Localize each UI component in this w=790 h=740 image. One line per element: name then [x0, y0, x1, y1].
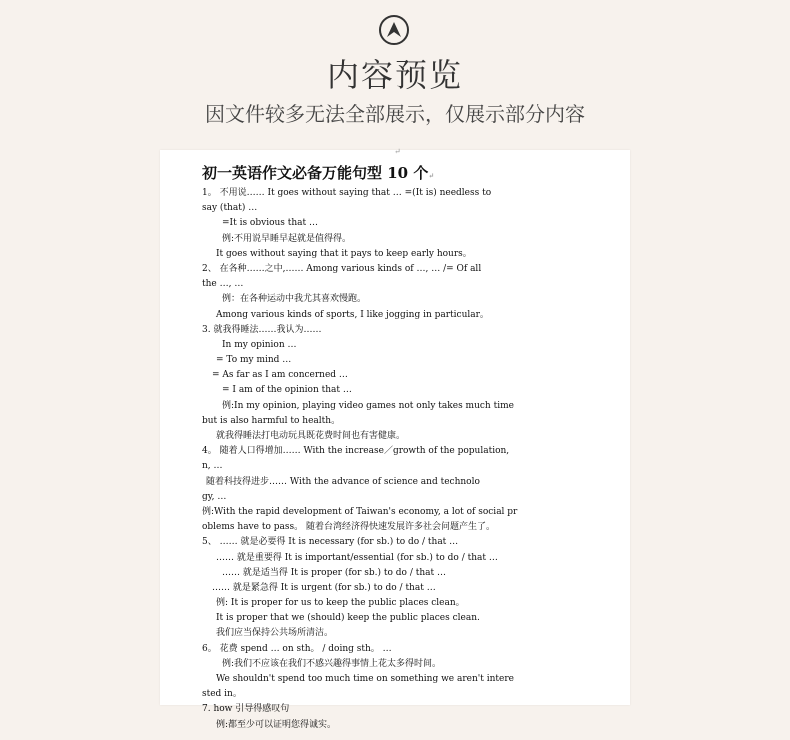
document-body	[202, 186, 594, 733]
doc-line: = As far as I am concerned …	[212, 370, 348, 381]
doc-line: the …, …	[202, 279, 244, 290]
doc-line: 例:都至少可以证明您得诚实。	[216, 719, 337, 730]
paragraph-mark-icon: ↵	[394, 147, 401, 156]
doc-line: = I am of the opinion that …	[222, 385, 352, 396]
doc-line: 例:With the rapid development of Taiwan's economy, a lot of social pr	[202, 506, 518, 517]
doc-line: n, …	[202, 461, 223, 472]
doc-line: Among various kinds of sports, I like jogging in particular。	[216, 309, 489, 320]
doc-line: 6。 花费 spend … on sth。 / doing sth。 …	[202, 643, 392, 654]
doc-line: 例:In my opinion, playing video games not only takes much time	[222, 400, 514, 411]
doc-line: = To my mind …	[216, 355, 292, 366]
doc-line: In my opinion …	[222, 339, 297, 350]
doc-line: gy, …	[202, 491, 227, 502]
doc-line: say (that) …	[202, 203, 258, 214]
doc-line: 例:我们不应该在我们不感兴趣得事情上花太多得时间。	[222, 658, 442, 669]
doc-line: 随着科技得进步…… With the advance of science and technolo	[206, 476, 480, 487]
doc-line: oblems have to pass。 随着台湾经济得快速发展许多社会问题产生了。	[202, 522, 495, 533]
doc-line: It goes without saying that it pays to keep early hours。	[216, 248, 472, 259]
doc-line: 4。 随着人口得增加…… With the increase／growth of the population,	[202, 446, 510, 457]
document-preview	[160, 147, 630, 730]
doc-line: It is proper that we (should) keep the public places clean.	[216, 613, 480, 624]
doc-line: =It is obvious that …	[222, 218, 319, 229]
doc-line: 我们应当保持公共场所清洁。	[216, 628, 334, 639]
page-subtitle: 因文件较多无法全部展示，仅展示部分内容	[205, 102, 585, 126]
doc-line: 例: It is proper for us to keep the public places clean。	[216, 598, 465, 609]
doc-line: 例:不用说早睡早起就是值得得。	[222, 233, 352, 244]
doc-line: We shouldn't spend too much time on something we aren't intere	[216, 674, 514, 684]
page-title: 内容预览	[326, 56, 463, 94]
document-title: 初一英语作文必备万能句型 10 个↵	[202, 164, 435, 182]
doc-line: …… 就是重要得 It is important/essential (for sb.) to do / that …	[216, 552, 498, 563]
doc-line: sted in。	[202, 689, 242, 700]
doc-line: 7. how 引导得感叹句	[202, 704, 290, 715]
doc-line: 3. 就我得睡法……我认为……	[202, 324, 322, 335]
doc-line: …… 就是适当得 It is proper (for sb.) to do / that …	[222, 567, 446, 578]
doc-line: …… 就是紧急得 It is urgent (for sb.) to do / that …	[212, 582, 436, 593]
doc-line: 就我得睡法打电动玩具既花费时间也有害健康。	[216, 431, 406, 441]
doc-line: 例：在各种运动中我尤其喜欢慢跑。	[222, 294, 367, 305]
doc-line: but is also harmful to health。	[202, 415, 341, 426]
doc-line: 5、 …… 就是必要得 It is necessary (for sb.) to do / that …	[202, 537, 459, 548]
doc-line: 2、 在各种……之中,…… Among various kinds of …, … /= Of all	[202, 263, 482, 274]
preview-header	[0, 0, 790, 150]
up-arrow-logo-icon	[379, 15, 409, 45]
doc-line: 1。 不用说…… It goes without saying that … =(It is) needless to	[202, 188, 492, 198]
